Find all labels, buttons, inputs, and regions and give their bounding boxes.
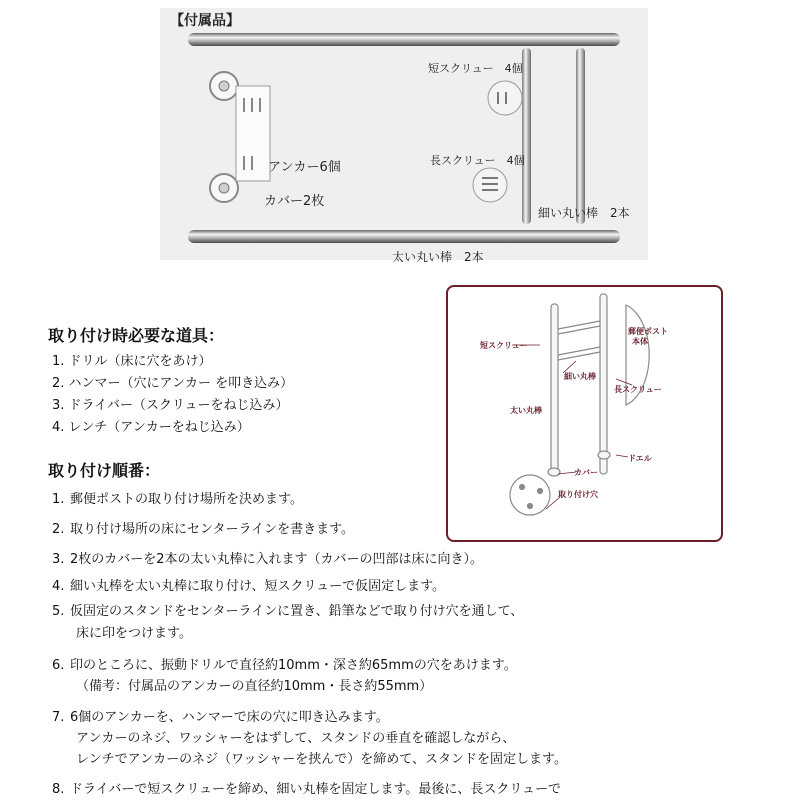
step-text: ドライバーで短スクリューを締め、細い丸棒を固定します。最後に、長スクリューで [70, 782, 562, 797]
thick-rod-label: 太い丸い棒 2本 [392, 250, 484, 264]
diagram-short-screw-label: 短スクリュー [480, 341, 528, 350]
thin-rod-right [576, 48, 585, 224]
accessories-photo [160, 8, 648, 264]
accessories-illustration [160, 8, 648, 260]
step-6 [52, 654, 517, 673]
diagram-cover-label: カバー [574, 468, 598, 477]
mailbox-line1: 郵便ポスト [628, 327, 668, 336]
tool-item: 1. ドリル（床に穴をあけ） [52, 354, 212, 369]
diagram-mailbox-label [628, 327, 668, 347]
step-number: 1. [52, 492, 65, 507]
tool-item: 2. ハンマー（穴にアンカー を叩き込み） [52, 376, 294, 391]
tools-heading: 取り付け時必要な道具： [48, 326, 225, 345]
step-number: 8. [52, 782, 65, 797]
thin-rod-left [522, 48, 531, 224]
step-number: 5. [52, 604, 65, 619]
cover-label: カバー2枚 [264, 194, 325, 209]
step-number: 2. [52, 522, 65, 537]
step-6-note: （備考：付属品のアンカーの直径約10mm・長さ約55mm） [76, 679, 433, 694]
step-text: 印のところに、振動ドリルで直径約10mm・深さ約65mmの穴をあけます。 [70, 658, 517, 673]
thick-rod-bottom [188, 230, 620, 243]
step-5 [52, 600, 523, 619]
diagram-thin-rod-label: 細い丸棒 [564, 372, 596, 381]
thin-rod-label: 細い丸い棒 2本 [538, 206, 630, 220]
step-8 [52, 778, 561, 797]
mailbox-line2: 本体 [632, 337, 648, 346]
step-number: 6. [52, 658, 65, 673]
step-text: 6個のアンカーを、ハンマーで床の穴に叩き込みます。 [70, 710, 389, 725]
tool-item: 3. ドライバー（スクリューをねじ込み） [52, 398, 289, 413]
anchor-label: アンカー6個 [268, 160, 341, 175]
step-text: 郵便ポストの取り付け場所を決めます。 [70, 492, 303, 507]
long-screw-label: 長スクリュー 4個 [430, 154, 525, 167]
step-number: 3. [52, 552, 65, 567]
step-text: 細い丸棒を太い丸棒に取り付け、短スクリューで仮固定します。 [70, 579, 446, 594]
step-number: 7. [52, 710, 65, 725]
diagram-dowel-label: ドエル [628, 454, 652, 463]
thick-rod-top [188, 33, 620, 46]
step-7 [52, 706, 389, 725]
tool-item: 4. レンチ（アンカーをねじ込み） [52, 420, 250, 435]
step-text: 仮固定のスタンドをセンターラインに置き、鉛筆などで取り付け穴を通して、 [70, 604, 524, 619]
step-7-continued: レンチでアンカーのネジ（ワッシャーを挟んで）を締めて、スタンドを固定します。 [76, 752, 567, 767]
step-3 [52, 548, 483, 567]
step-7-continued: アンカーのネジ、ワッシャーをはずして、スタンドの垂直を確認しながら、 [76, 731, 516, 746]
step-5-continued: 床に印をつけます。 [76, 626, 192, 641]
diagram-hole-label: 取り付け穴 [558, 490, 598, 499]
installation-diagram [446, 285, 723, 542]
step-2 [52, 518, 354, 537]
step-number: 4. [52, 579, 65, 594]
short-screw-label: 短スクリュー 4個 [428, 62, 523, 75]
diagram-thick-rod-label: 太い丸棒 [510, 406, 542, 415]
step-text: 2枚のカバーを2本の太い丸棒に入れます（カバーの凹部は床に向き）。 [70, 552, 484, 567]
accessories-heading: 【付属品】 [170, 13, 240, 29]
step-1 [52, 488, 303, 507]
step-4 [52, 575, 445, 594]
diagram-long-screw-label: 長スクリュー [614, 385, 662, 394]
procedure-heading: 取り付け順番： [48, 461, 161, 480]
installation-drawing [448, 287, 721, 540]
step-text: 取り付け場所の床にセンターラインを書きます。 [70, 522, 355, 537]
